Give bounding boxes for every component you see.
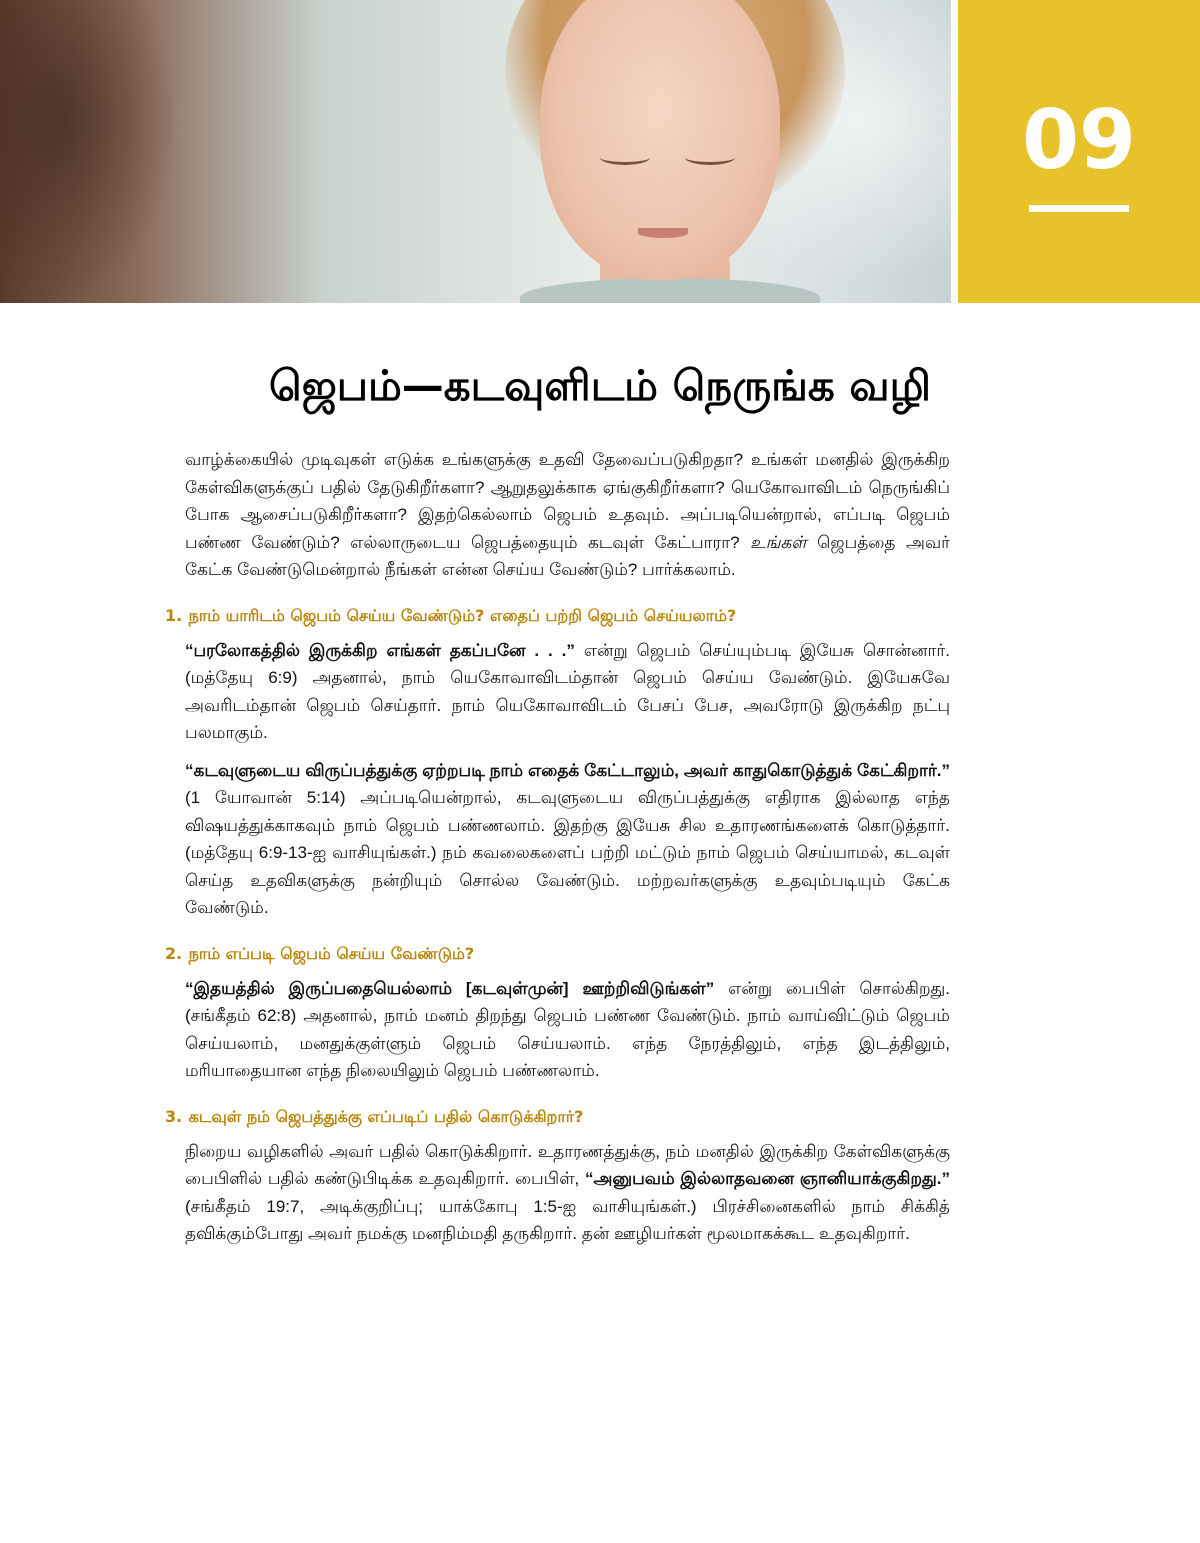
section-2-paragraph-1	[165, 975, 950, 1085]
hero-lips	[638, 228, 688, 238]
section-3-paragraph-1	[165, 1138, 950, 1248]
paragraph-text: (1 யோவான் 5:14) அப்படியென்றால், கடவுளுடைய விருப்பத்துக்கு எதிராக இல்லாத எந்த விஷயத்துக்காகவும் நாம் ஜெபம் பண்ணலாம். இதற்கு இயேசு சில உதாரணங்களைக் கொடுத்தார். (மத்தேயு 6:9-13-ஐ வாசியுங்கள்.) நம் கவலைகளைப் பற்றி மட்டும் நாம் ஜெபம் செய்யாமல், கடவுள் செய்த உதவிகளுக்கு நன்றியும் சொல்ல வேண்டும். மற்றவர்களுக்கு உதவும்படியும் கேட்க வேண்டும்.	[185, 788, 950, 917]
hero-eye-left	[600, 150, 650, 165]
section-number: 1.	[165, 605, 183, 625]
intro-emphasis: உங்கள்	[750, 532, 807, 552]
section-1-paragraph-2	[165, 757, 950, 922]
section-heading-3	[165, 1103, 950, 1130]
scripture-quote: “கடவுளுடைய விருப்பத்துக்கு ஏற்றபடி நாம் எதைக் கேட்டாலும், அவர் காதுகொடுத்துக் கேட்கிறார்.”	[185, 760, 950, 780]
intro-text-1: வாழ்க்கையில் முடிவுகள் எடுக்க உங்களுக்கு உதவி தேவைப்படுகிறதா? உங்கள் மனதில் இருக்கிற கேள்விகளுக்குப் பதில் தேடுகிறீர்களா? ஆறுதலுக்காக ஏங்குகிறீர்களா? யெகோவாவிடம் நெருங்கிப் போக ஆசைப்படுகிறீர்களா? இதற்கெல்லாம் ஜெபம் உதவும். அப்படியென்றால், எப்படி ஜெபம் பண்ண வேண்டும்? எல்லாருடைய ஜெபத்தையும் கடவுள் கேட்பாரா?	[185, 450, 950, 552]
section-number: 3.	[165, 1106, 183, 1126]
scripture-quote: “பரலோகத்தில் இருக்கிற எங்கள் தகப்பனே . . .”	[185, 640, 575, 660]
section-number: 2.	[165, 943, 183, 963]
paragraph-text: நிறைய வழிகளில் அவர் பதில் கொடுக்கிறார். உதாரணத்துக்கு, நம் மனதில் இருக்கிற கேள்விகளுக்கு பைபிளில் பதில் கண்டுபிடிக்க உதவுகிறார். பைபிள்,	[185, 1141, 950, 1188]
lesson-number: 09	[1021, 93, 1137, 188]
hero-eye-right	[685, 150, 735, 165]
section-heading-text: நாம் யாரிடம் ஜெபம் செய்ய வேண்டும்? எதைப் பற்றி ஜெபம் செய்யலாம்?	[188, 605, 737, 625]
section-heading-1	[165, 602, 950, 629]
section-heading-2	[165, 940, 950, 967]
scripture-quote: “அனுபவம் இல்லாதவனை ஞானியாக்குகிறது.”	[584, 1169, 950, 1188]
hero-photo	[0, 0, 951, 303]
hero-face	[540, 0, 780, 280]
scripture-quote: “இதயத்தில் இருப்பதையெல்லாம் [கடவுள்முன்] ஊற்றிவிடுங்கள்”	[185, 978, 715, 998]
paragraph-text: என்று பைபிள் சொல்கிறது. (சங்கீதம் 62:8) அதனால், நாம் மனம் திறந்து ஜெபம் பண்ண வேண்டும். நாம் வாய்விட்டும் ஜெபம் செய்யலாம், மனதுக்குள்ளும் ஜெபம் செய்யலாம். எந்த நேரத்திலும், எந்த இடத்திலும், மரியாதையான எந்த நிலையிலும் ஜெபம் பண்ணலாம்.	[185, 978, 950, 1080]
section-1-paragraph-1	[165, 637, 950, 747]
intro-paragraph	[165, 446, 950, 584]
paragraph-text: என்று ஜெபம் செய்யும்படி இயேசு சொன்னார். (மத்தேயு 6:9) அதனால், நாம் யெகோவாவிடம்தான் ஜெபம் செய்ய வேண்டும். இயேசுவே அவரிடம்தான் ஜெபம் செய்தார். நாம் யெகோவாவிடம் பேசப் பேச, அவரோடு இருக்கிற நட்பு பலமாகும்.	[185, 640, 950, 742]
main-content	[165, 446, 950, 1248]
intro-text-2: ஜெபத்தை அவர் கேட்க வேண்டுமென்றால் நீங்கள் என்ன செய்ய வேண்டும்? பார்க்கலாம்.	[185, 532, 950, 579]
section-heading-text: கடவுள் நம் ஜெபத்துக்கு எப்படிப் பதில் கொடுக்கிறார்?	[188, 1106, 584, 1126]
lesson-number-box	[958, 0, 1200, 303]
section-heading-text: நாம் எப்படி ஜெபம் செய்ய வேண்டும்?	[188, 943, 475, 963]
paragraph-text: (சங்கீதம் 19:7, அடிக்குறிப்பு; யாக்கோபு 1:5-ஐ வாசியுங்கள்.) பிரச்சினைகளில் நாம் சிக்கித் தவிக்கும்போது அவர் நமக்கு மனநிம்மதி தருகிறார். தன் ஊழியர்கள் மூலமாகக்கூட உதவுகிறார்.	[185, 1196, 950, 1243]
page-title: ஜெபம்—கடவுளிடம் நெருங்க வழி	[269, 361, 931, 410]
lesson-number-underline	[1029, 205, 1129, 212]
